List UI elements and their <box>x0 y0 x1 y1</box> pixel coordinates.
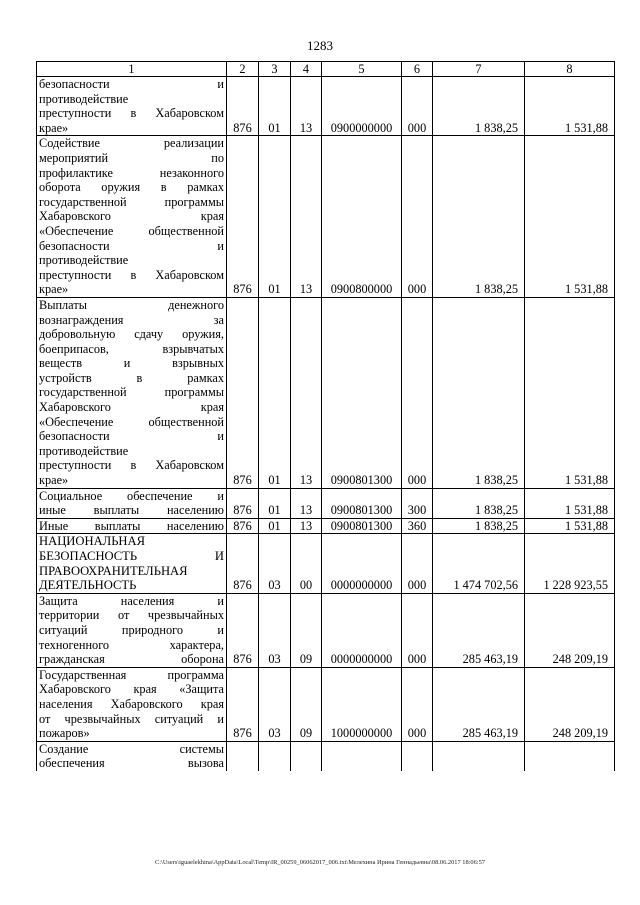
description-line: Выплаты денежного <box>39 297 224 312</box>
budget-table <box>36 61 615 771</box>
table-row <box>37 77 615 136</box>
description-line: крае» <box>39 120 69 135</box>
table-row <box>37 136 615 298</box>
description-line: Защита населения и <box>39 593 224 608</box>
section-code <box>259 741 291 771</box>
description-line: гражданская оборона <box>39 652 224 667</box>
grbs-code: 876 <box>227 136 259 298</box>
description-line: безопасности и <box>39 238 224 253</box>
description-line: противодействие <box>39 253 129 268</box>
expense-type-code: 000 <box>402 77 433 136</box>
description-line: ситуаций природного и <box>39 622 224 637</box>
section-code: 01 <box>259 77 291 136</box>
expense-type-code: 360 <box>402 518 433 534</box>
description-line: государственной программы <box>39 385 224 400</box>
expense-type-code: 000 <box>402 593 433 667</box>
description-line: «Обеспечение общественной <box>39 223 224 238</box>
section-code: 01 <box>259 488 291 518</box>
grbs-code: 876 <box>227 667 259 741</box>
target-article-code: 0900801300 <box>322 518 402 534</box>
subsection-code: 00 <box>291 534 322 593</box>
description-line: профилактике незаконного <box>39 165 224 180</box>
target-article-code: 0900801300 <box>322 297 402 488</box>
description-line: БЕЗОПАСНОСТЬ И <box>39 549 224 563</box>
subsection-code <box>291 741 322 771</box>
expense-type-code: 000 <box>402 534 433 593</box>
section-code: 03 <box>259 667 291 741</box>
column-header: 8 <box>525 62 615 77</box>
amount-approved <box>433 741 525 771</box>
amount-approved: 1 838,25 <box>433 136 525 298</box>
row-description <box>37 488 227 518</box>
description-line: безопасности и <box>39 77 224 91</box>
amount-approved: 1 474 702,56 <box>433 534 525 593</box>
expense-type-code: 000 <box>402 297 433 488</box>
row-description <box>37 77 227 136</box>
subsection-code: 13 <box>291 488 322 518</box>
table-header-row <box>37 62 615 77</box>
description-line: «Обеспечение общественной <box>39 414 224 429</box>
grbs-code: 876 <box>227 77 259 136</box>
column-header: 3 <box>259 62 291 77</box>
description-line: Хабаровского края «Защита <box>39 682 224 697</box>
amount-approved: 1 838,25 <box>433 77 525 136</box>
grbs-code: 876 <box>227 518 259 534</box>
description-line: оборота оружия в рамках <box>39 180 224 195</box>
grbs-code <box>227 741 259 771</box>
target-article-code: 0900800000 <box>322 136 402 298</box>
amount-executed: 1 531,88 <box>525 77 615 136</box>
amount-executed: 1 531,88 <box>525 136 615 298</box>
column-header: 1 <box>37 62 227 77</box>
description-line: Государственная программа <box>39 667 224 682</box>
description-line: пожаров» <box>39 726 90 741</box>
amount-executed: 1 531,88 <box>525 297 615 488</box>
grbs-code: 876 <box>227 593 259 667</box>
amount-approved: 285 463,19 <box>433 593 525 667</box>
description-line: преступности в Хабаровском <box>39 106 224 121</box>
description-line: обеспечения вызова <box>39 756 224 771</box>
table-row <box>37 741 615 771</box>
document-footer-path: C:\Users\iguaelekhina\AppData\Local\Temp\IR_00259_06062017_006.txt\Мелехина Ирина Геннадьевна\08.06.2017 18:06:57 <box>155 859 485 866</box>
row-description <box>37 534 227 593</box>
description-line: Хабаровского края <box>39 209 224 224</box>
column-header: 2 <box>227 62 259 77</box>
amount-approved: 1 838,25 <box>433 488 525 518</box>
section-code: 03 <box>259 593 291 667</box>
description-line: ДЕЯТЕЛЬНОСТЬ <box>39 578 137 593</box>
description-line: техногенного характера, <box>39 637 224 652</box>
description-line: противодействие <box>39 443 129 458</box>
row-description <box>37 667 227 741</box>
target-article-code: 0000000000 <box>322 593 402 667</box>
grbs-code: 876 <box>227 488 259 518</box>
page-number: 1283 <box>307 38 333 53</box>
row-description <box>37 741 227 771</box>
description-line: ПРАВООХРАНИТЕЛЬНАЯ <box>39 563 188 578</box>
description-line: населения Хабаровского края <box>39 696 224 711</box>
description-line: Иные выплаты населению <box>39 518 224 533</box>
table-row <box>37 297 615 488</box>
amount-executed: 1 531,88 <box>525 488 615 518</box>
subsection-code: 09 <box>291 667 322 741</box>
description-line: Хабаровского края <box>39 400 224 415</box>
table-row <box>37 534 615 593</box>
description-line: крае» <box>39 282 69 297</box>
target-article-code: 0000000000 <box>322 534 402 593</box>
table-row <box>37 593 615 667</box>
description-line: противодействие <box>39 91 129 106</box>
amount-approved: 1 838,25 <box>433 518 525 534</box>
amount-executed: 248 209,19 <box>525 593 615 667</box>
grbs-code: 876 <box>227 534 259 593</box>
description-line: мероприятий по <box>39 150 224 165</box>
description-line: территории от чрезвычайных <box>39 608 224 623</box>
amount-approved: 285 463,19 <box>433 667 525 741</box>
amount-executed <box>525 741 615 771</box>
description-line: безопасности и <box>39 429 224 444</box>
row-description <box>37 297 227 488</box>
amount-approved: 1 838,25 <box>433 297 525 488</box>
description-line: НАЦИОНАЛЬНАЯ <box>39 534 146 549</box>
column-header: 5 <box>322 62 402 77</box>
expense-type-code: 300 <box>402 488 433 518</box>
amount-executed: 1 228 923,55 <box>525 534 615 593</box>
section-code: 03 <box>259 534 291 593</box>
row-description <box>37 136 227 298</box>
expense-type-code: 000 <box>402 136 433 298</box>
subsection-code: 13 <box>291 77 322 136</box>
table-row <box>37 518 615 534</box>
expense-type-code: 000 <box>402 667 433 741</box>
description-line: иные выплаты населению <box>39 503 224 518</box>
description-line: Содействие реализации <box>39 136 224 151</box>
target-article-code <box>322 741 402 771</box>
target-article-code: 1000000000 <box>322 667 402 741</box>
target-article-code: 0900000000 <box>322 77 402 136</box>
subsection-code: 13 <box>291 518 322 534</box>
amount-executed: 1 531,88 <box>525 518 615 534</box>
table-row <box>37 667 615 741</box>
section-code: 01 <box>259 297 291 488</box>
subsection-code: 09 <box>291 593 322 667</box>
description-line: веществ и взрывных <box>39 356 224 371</box>
table-row <box>37 488 615 518</box>
column-header: 4 <box>291 62 322 77</box>
row-description <box>37 518 227 534</box>
expense-type-code <box>402 741 433 771</box>
description-line: вознаграждения за <box>39 312 224 327</box>
description-line: Создание системы <box>39 741 224 756</box>
description-line: боеприпасов, взрывчатых <box>39 341 224 356</box>
subsection-code: 13 <box>291 297 322 488</box>
description-line: устройств в рамках <box>39 370 224 385</box>
description-line: государственной программы <box>39 194 224 209</box>
grbs-code: 876 <box>227 297 259 488</box>
column-header: 7 <box>433 62 525 77</box>
description-line: добровольную сдачу оружия, <box>39 327 224 342</box>
row-description <box>37 593 227 667</box>
description-line: от чрезвычайных ситуаций и <box>39 711 224 726</box>
amount-executed: 248 209,19 <box>525 667 615 741</box>
section-code: 01 <box>259 136 291 298</box>
description-line: крае» <box>39 473 69 488</box>
section-code: 01 <box>259 518 291 534</box>
description-line: преступности в Хабаровском <box>39 458 224 473</box>
column-header: 6 <box>402 62 433 77</box>
subsection-code: 13 <box>291 136 322 298</box>
description-line: Социальное обеспечение и <box>39 488 224 503</box>
description-line: преступности в Хабаровском <box>39 267 224 282</box>
target-article-code: 0900801300 <box>322 488 402 518</box>
